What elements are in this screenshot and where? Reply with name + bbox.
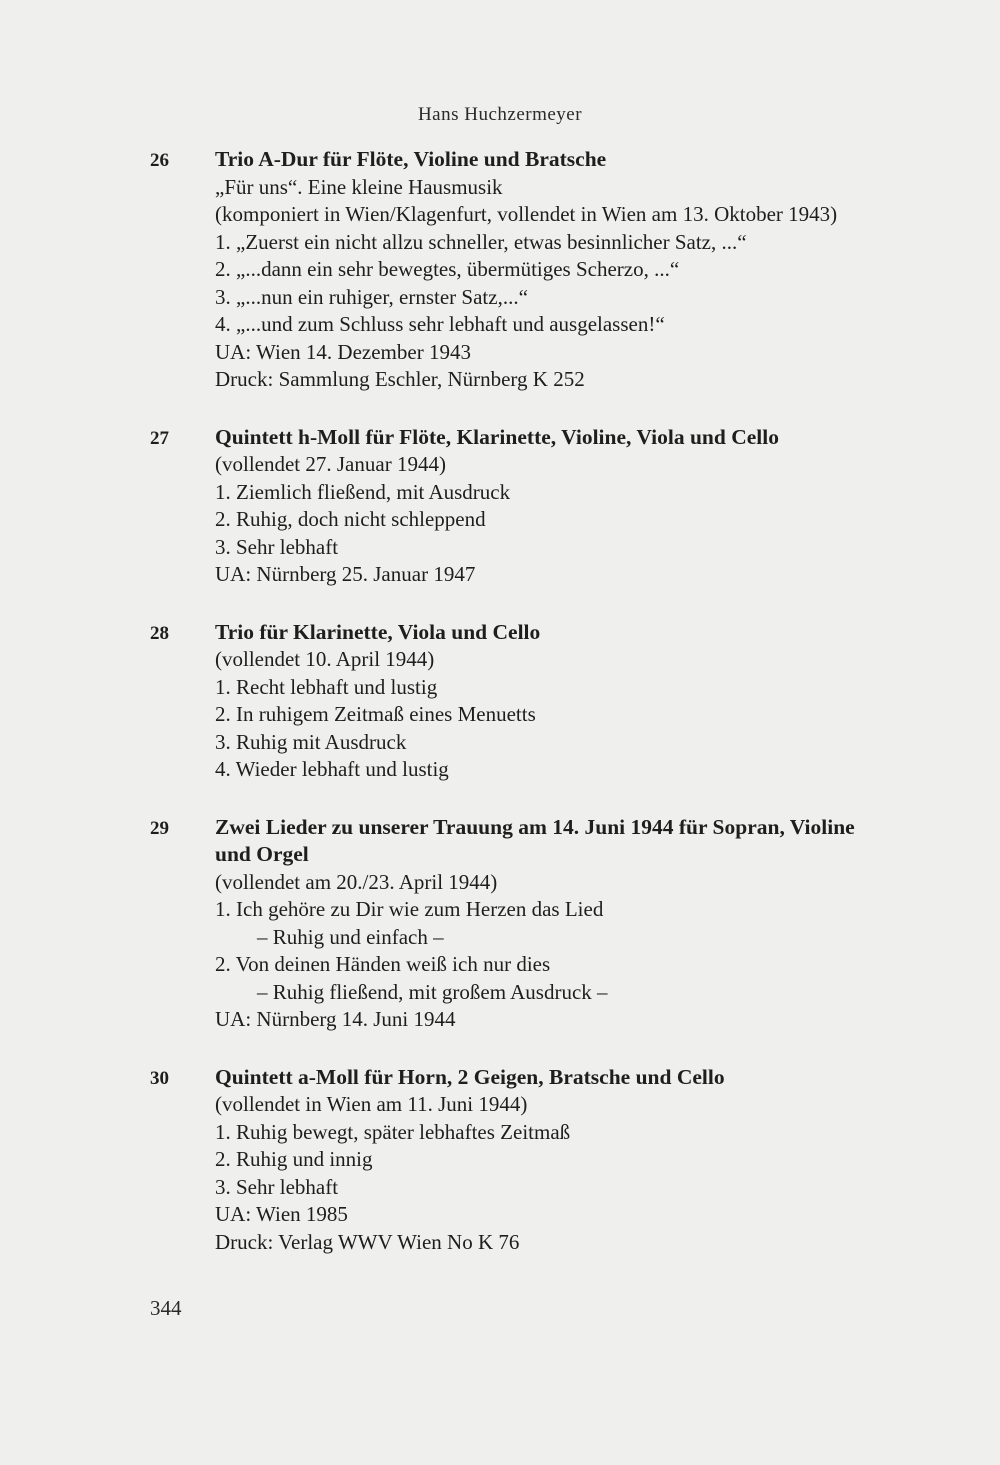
movement: 1. Ziemlich fließend, mit Ausdruck <box>215 479 511 504</box>
work-title: Trio für Klarinette, Viola und Cello <box>215 619 541 644</box>
premiere-info: UA: Nürnberg 14. Juni 1944 <box>215 1007 456 1031</box>
works-list <box>0 146 1000 1286</box>
work-number: 27 <box>150 427 169 449</box>
movement: 2. Ruhig und innig <box>215 1147 373 1171</box>
movement: 4. „...und zum Schluss sehr lebhaft und ausgelassen!“ <box>215 312 665 336</box>
composition-note: (vollendet in Wien am 11. Juni 1944) <box>215 1092 528 1116</box>
movement: 2. „...dann ein sehr bewegtes, übermütiges Scherzo, ...“ <box>215 257 680 281</box>
work-title: Trio A-Dur für Flöte, Violine und Bratsche <box>215 147 607 171</box>
movement: 3. Ruhig mit Ausdruck <box>215 729 407 754</box>
movement: 1. Ruhig bewegt, später lebhaftes Zeitmaß <box>215 1119 571 1144</box>
print-info: Druck: Sammlung Eschler, Nürnberg K 252 <box>215 367 585 391</box>
composition-note: (komponiert in Wien/Klagenfurt, vollendet in Wien am 13. Oktober 1943) <box>215 202 838 226</box>
movement: 2. In ruhigem Zeitmaß eines Menuetts <box>215 702 536 726</box>
song: 2. Von deinen Händen weiß ich nur dies <box>215 952 551 976</box>
print-info: Druck: Verlag WWV Wien No K 76 <box>215 1229 520 1254</box>
work-number: 26 <box>150 150 169 171</box>
tempo-marking: – Ruhig und einfach – <box>257 924 444 949</box>
page-number: 344 <box>150 1296 182 1320</box>
work-body <box>215 619 905 784</box>
movement: 3. Sehr lebhaft <box>215 534 339 559</box>
movement: 3. Sehr lebhaft <box>215 1174 339 1199</box>
composition-note: (vollendet 27. Januar 1944) <box>215 452 446 476</box>
work-entry-27 <box>0 424 1000 589</box>
work-body <box>215 146 905 394</box>
movement: 1. Recht lebhaft und lustig <box>215 674 438 699</box>
work-entry-26 <box>0 146 1000 394</box>
work-title: Quintett h-Moll für Flöte, Klarinette, Violine, Viola und Cello <box>215 424 779 449</box>
work-subtitle: „Für uns“. Eine kleine Hausmusik <box>215 174 503 199</box>
composition-note: (vollendet am 20./23. April 1944) <box>215 869 498 894</box>
work-body <box>215 424 905 589</box>
work-title: Quintett a-Moll für Horn, 2 Geigen, Bratsche und Cello <box>215 1064 725 1089</box>
running-header: Hans Huchzermeyer <box>417 104 583 125</box>
work-entry-28 <box>0 619 1000 784</box>
movement: 3. „...nun ein ruhiger, ernster Satz,...“ <box>215 284 528 309</box>
work-entry-29 <box>0 814 1000 1034</box>
work-title-continuation: und Orgel <box>215 842 309 866</box>
work-number: 30 <box>150 1067 169 1089</box>
work-body <box>215 814 905 1034</box>
movement: 1. „Zuerst ein nicht allzu schneller, etwas besinnlicher Satz, ...“ <box>215 229 747 254</box>
work-number: 28 <box>150 622 169 644</box>
work-number: 29 <box>150 817 169 839</box>
song: 1. Ich gehöre zu Dir wie zum Herzen das Lied <box>215 897 604 921</box>
premiere-info: UA: Nürnberg 25. Januar 1947 <box>215 562 476 586</box>
work-body <box>215 1064 905 1257</box>
movement: 2. Ruhig, doch nicht schleppend <box>215 507 486 531</box>
work-title: Zwei Lieder zu unserer Trauung am 14. Juni 1944 für Sopran, Violine <box>215 814 855 839</box>
movement: 4. Wieder lebhaft und lustig <box>215 757 449 781</box>
tempo-marking: – Ruhig fließend, mit großem Ausdruck – <box>257 979 608 1004</box>
composition-note: (vollendet 10. April 1944) <box>215 647 435 671</box>
premiere-info: UA: Wien 1985 <box>215 1202 348 1226</box>
premiere-info: UA: Wien 14. Dezember 1943 <box>215 339 471 364</box>
work-entry-30 <box>0 1064 1000 1257</box>
